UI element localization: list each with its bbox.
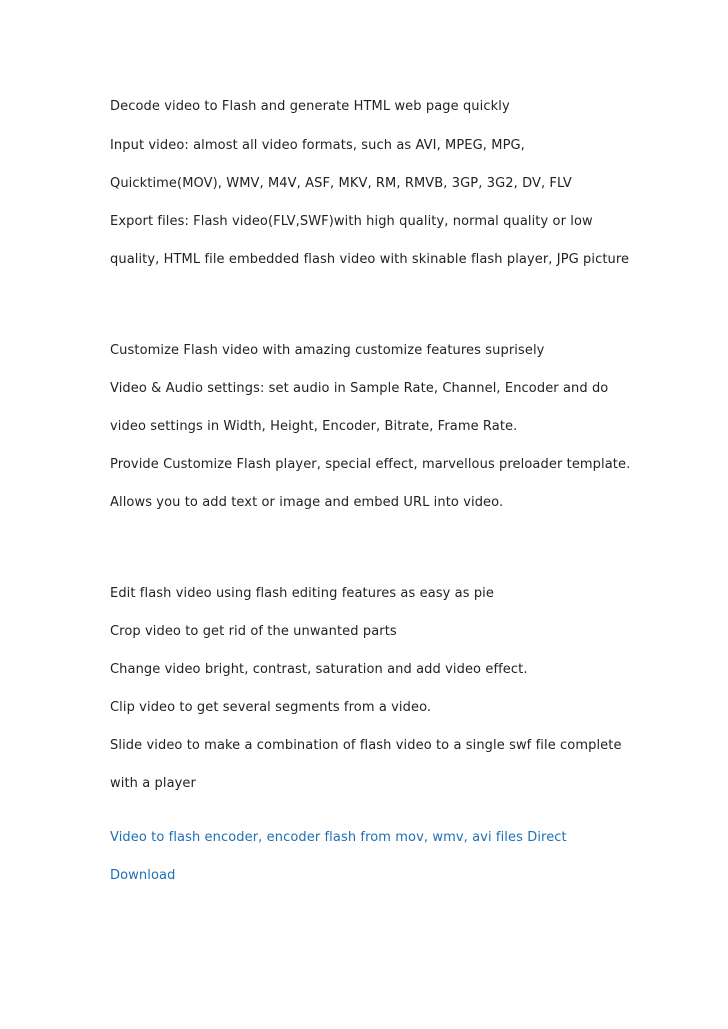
section3-text: with a player (110, 776, 196, 791)
section3-text: Clip video to get several segments from a video. (110, 700, 432, 715)
section3-heading: Edit flash video using flash editing features as easy as pie (110, 586, 494, 601)
section2-text: Allows you to add text or image and embed URL into video. (110, 495, 504, 510)
section1-heading: Decode video to Flash and generate HTML web page quickly (110, 99, 510, 114)
section2-text: Provide Customize Flash player, special effect, marvellous preloader template. (110, 457, 631, 472)
section1-text: quality, HTML file embedded flash video with skinable flash player, JPG picture (110, 252, 630, 267)
download-link-continued[interactable]: Download (110, 868, 176, 883)
section1-text: Input video: almost all video formats, such as AVI, MPEG, MPG, (110, 138, 525, 153)
section2-text: video settings in Width, Height, Encoder, Bitrate, Frame Rate. (110, 419, 518, 434)
section2-text: Video & Audio settings: set audio in Sample Rate, Channel, Encoder and do (110, 381, 609, 396)
download-link[interactable]: Video to flash encoder, encoder flash from mov, wmv, avi files Direct (110, 830, 567, 845)
section1-text: Quicktime(MOV), WMV, M4V, ASF, MKV, RM, RMVB, 3GP, 3G2, DV, FLV (110, 176, 572, 191)
section2-heading: Customize Flash video with amazing customize features suprisely (110, 343, 545, 358)
section3-text: Crop video to get rid of the unwanted parts (110, 624, 397, 639)
section1-text: Export files: Flash video(FLV,SWF)with high quality, normal quality or low (110, 214, 593, 229)
section3-text: Change video bright, contrast, saturation and add video effect. (110, 662, 528, 677)
section3-text: Slide video to make a combination of flash video to a single swf file complete (110, 738, 622, 753)
